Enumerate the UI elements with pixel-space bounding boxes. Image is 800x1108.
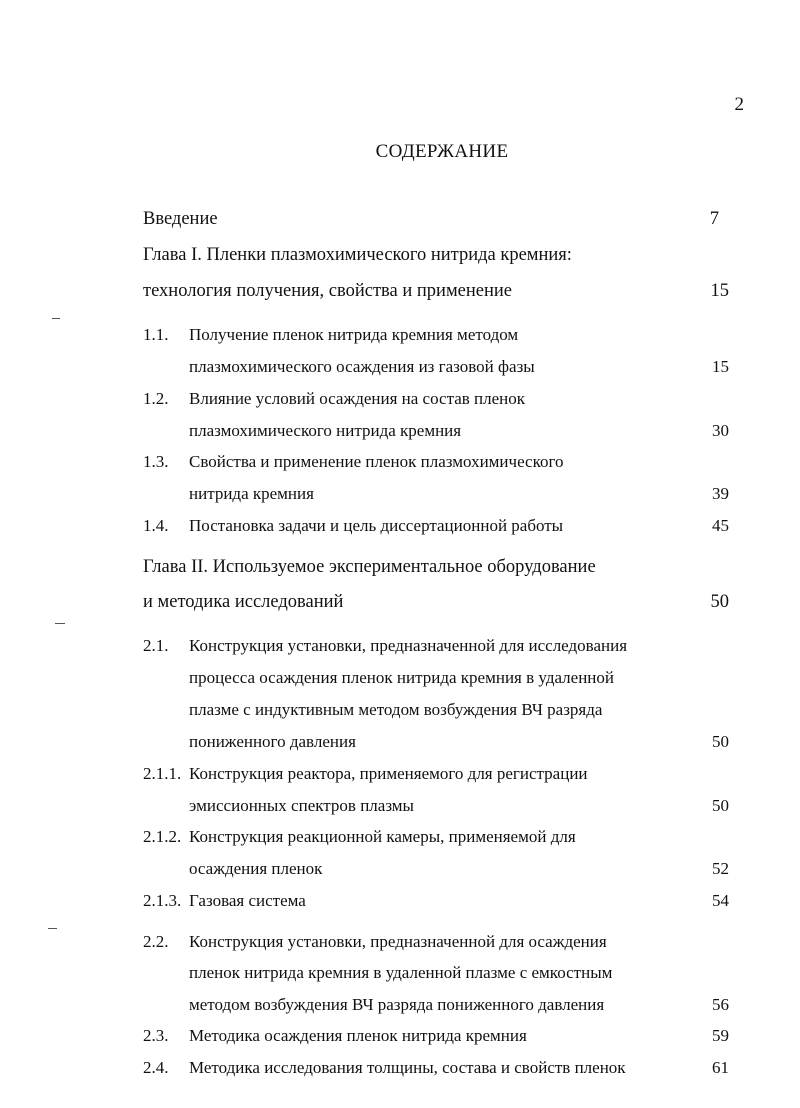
toc-entry-text: плазме с индуктивным методом возбуждения ВЧ разряда (189, 700, 603, 719)
toc-entry-page: 54 (712, 891, 729, 910)
toc-entry-page: 59 (712, 1026, 729, 1045)
toc-entry-number: 2.1.2. (143, 827, 182, 846)
toc-chapter2-page: 50 (710, 592, 729, 612)
scan-mark (52, 318, 60, 319)
toc-entry-text: пониженного давления (189, 732, 356, 751)
toc-entry-number: 2.1.3. (143, 891, 182, 910)
toc-entry-text: Конструкция установки, предназначенной для исследования (189, 636, 628, 655)
toc-entry-text: методом возбуждения ВЧ разряда пониженного давления (189, 995, 605, 1014)
toc-entry-page: 30 (712, 421, 729, 440)
toc-entry-page: 61 (712, 1058, 729, 1077)
toc-entry-text: процесса осаждения пленок нитрида кремния в удаленной (189, 668, 614, 687)
toc-entry-text: Постановка задачи и цель диссертационной работы (189, 516, 564, 535)
toc-entry-text: Свойства и применение пленок плазмохимического (189, 452, 564, 471)
toc-entry-page: 39 (712, 484, 729, 503)
toc-chapter1-page: 15 (710, 281, 729, 301)
toc-entry-text: Газовая система (189, 891, 306, 910)
toc-entry-text: Получение пленок нитрида кремния методом (189, 325, 519, 344)
toc-entry-text: Конструкция установки, предназначенной для осаждения (189, 932, 607, 951)
toc-chapter2-line1: Глава II. Используемое экспериментальное оборудование (143, 557, 596, 577)
toc-chapter1-line2: технология получения, свойства и применение (143, 281, 512, 301)
toc-entry-number: 2.3. (143, 1026, 169, 1045)
toc-entry-page: 50 (712, 732, 729, 751)
scan-mark (55, 623, 65, 624)
toc-entry-number: 2.1.1. (143, 764, 182, 783)
toc-entry-number: 1.4. (143, 516, 169, 535)
toc-entry-page: 52 (712, 859, 729, 878)
toc-title: СОДЕРЖАНИЕ (375, 141, 509, 162)
toc-entry-page: 45 (712, 516, 729, 535)
toc-entry-number: 2.4. (143, 1058, 169, 1077)
toc-entry-text: Конструкция реактора, применяемого для регистрации (189, 764, 588, 783)
toc-entry-text: эмиссионных спектров плазмы (189, 796, 414, 815)
toc-entry-text: нитрида кремния (189, 484, 314, 503)
toc-chapter2-line2: и методика исследований (143, 592, 344, 612)
toc-entry-text: Методика осаждения пленок нитрида кремния (189, 1026, 527, 1045)
toc-entry-text: плазмохимического нитрида кремния (189, 421, 462, 440)
toc-chapter1-line1: Глава I. Пленки плазмохимического нитрида кремния: (143, 245, 572, 265)
page-number: 2 (734, 94, 744, 115)
toc-entry-text: Конструкция реакционной камеры, применяемой для (189, 827, 576, 846)
toc-intro-page: 7 (709, 209, 719, 229)
toc-entry-number: 2.2. (143, 932, 169, 951)
toc-intro-label: Введение (143, 209, 218, 229)
toc-entry-text: осаждения пленок (189, 859, 323, 878)
toc-entry-text: Влияние условий осаждения на состав пленок (189, 389, 526, 408)
toc-entry-number: 2.1. (143, 636, 169, 655)
toc-entry-text: плазмохимического осаждения из газовой фазы (189, 357, 535, 376)
toc-entry-page: 56 (712, 995, 729, 1014)
toc-entry-text: пленок нитрида кремния в удаленной плазме с емкостным (189, 963, 613, 982)
toc-entry-number: 1.2. (143, 389, 169, 408)
toc-entry-page: 15 (712, 357, 729, 376)
toc-entry-page: 50 (712, 796, 729, 815)
toc-entry-number: 1.3. (143, 452, 169, 471)
toc-entry-text: Методика исследования толщины, состава и свойств пленок (189, 1058, 626, 1077)
toc-entry-number: 1.1. (143, 325, 169, 344)
scan-mark (48, 928, 57, 929)
